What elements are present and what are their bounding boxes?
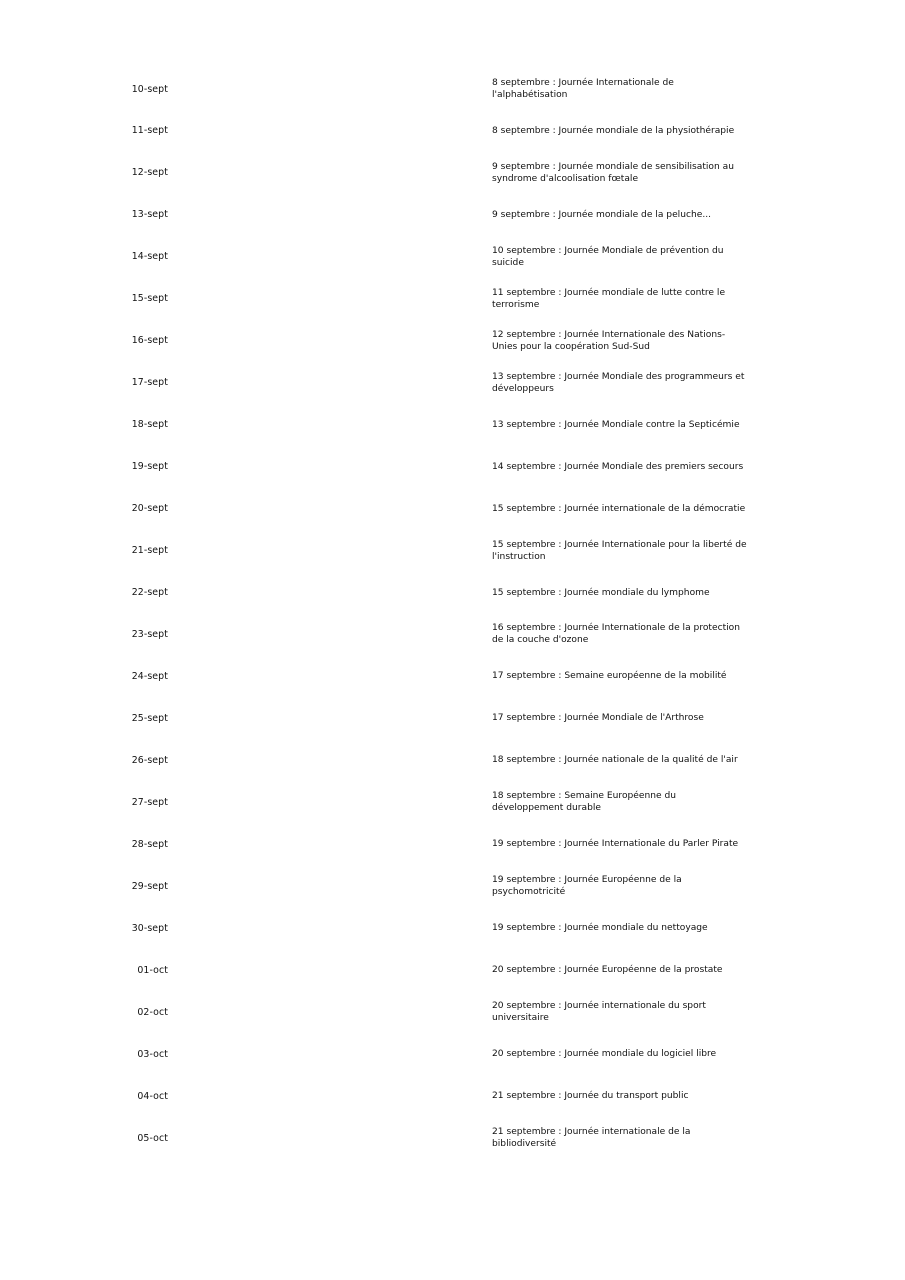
date-cell: 23-sept <box>131 628 168 640</box>
event-cell: 17 septembre : Journée Mondiale de l'Arthrose <box>492 713 704 724</box>
table-row <box>0 194 905 236</box>
event-cell: 11 septembre : Journée mondiale de lutte contre le terrorisme <box>492 287 726 310</box>
table-row <box>0 907 905 949</box>
table-row <box>0 530 905 572</box>
date-cell: 28-sept <box>131 838 168 850</box>
event-cell: 18 septembre : Semaine Européenne du développement durable <box>492 791 677 814</box>
date-cell: 03-oct <box>137 1048 168 1060</box>
table-row <box>0 1033 905 1075</box>
table-row <box>0 949 905 991</box>
date-cell: 20-sept <box>131 503 168 515</box>
event-cell: 13 septembre : Journée Mondiale des programmeurs et développeurs <box>492 371 745 394</box>
event-cell: 15 septembre : Journée Internationale pour la liberté de l'instruction <box>492 539 747 562</box>
date-cell: 12-sept <box>131 167 168 179</box>
date-cell: 02-oct <box>137 1006 168 1018</box>
event-cell: 9 septembre : Journée mondiale de la peluche... <box>492 209 711 220</box>
date-cell: 14-sept <box>131 251 168 263</box>
event-cell: 15 septembre : Journée mondiale du lymphome <box>492 587 710 598</box>
table-row <box>0 823 905 865</box>
date-cell: 29-sept <box>131 880 168 892</box>
event-cell: 20 septembre : Journée mondiale du logiciel libre <box>492 1049 717 1060</box>
date-cell: 13-sept <box>131 209 168 221</box>
table-row <box>0 991 905 1033</box>
date-cell: 26-sept <box>131 754 168 766</box>
date-cell: 04-oct <box>137 1090 168 1102</box>
date-cell: 19-sept <box>131 461 168 473</box>
date-cell: 24-sept <box>131 670 168 682</box>
table-row <box>0 697 905 739</box>
table-row <box>0 613 905 655</box>
event-cell: 12 septembre : Journée Internationale des Nations-Unies pour la coopération Sud-Sud <box>492 329 726 352</box>
date-cell: 30-sept <box>131 922 168 934</box>
date-cell: 01-oct <box>137 964 168 976</box>
date-cell: 17-sept <box>131 377 168 389</box>
table-row <box>0 655 905 697</box>
event-cell: 13 septembre : Journée Mondiale contre la Septicémie <box>492 419 740 430</box>
table-row <box>0 446 905 488</box>
event-cell: 16 septembre : Journée Internationale de la protection de la couche d'ozone <box>492 623 740 646</box>
event-cell: 8 septembre : Journée mondiale de la physiothérapie <box>492 125 735 136</box>
table-row <box>0 110 905 152</box>
table-row <box>0 362 905 404</box>
table-row <box>0 781 905 823</box>
date-cell: 15-sept <box>131 293 168 305</box>
table-row <box>0 404 905 446</box>
event-cell: 20 septembre : Journée internationale du sport universitaire <box>492 1001 706 1024</box>
event-cell: 14 septembre : Journée Mondiale des premiers secours <box>492 461 744 472</box>
table-row <box>0 572 905 614</box>
table-row <box>0 320 905 362</box>
table-row <box>0 278 905 320</box>
date-cell: 10-sept <box>131 83 168 95</box>
event-cell: 21 septembre : Journée du transport public <box>492 1091 689 1102</box>
date-cell: 05-oct <box>137 1132 168 1144</box>
date-cell: 18-sept <box>131 419 168 431</box>
event-cell: 9 septembre : Journée mondiale de sensibilisation au syndrome d'alcoolisation fœtale <box>492 161 734 184</box>
event-cell: 8 septembre : Journée Internationale de l'alphabétisation <box>492 78 674 100</box>
event-cell: 17 septembre : Semaine européenne de la mobilité <box>492 671 727 682</box>
table-row <box>0 1075 905 1117</box>
table-row <box>0 236 905 278</box>
event-cell: 19 septembre : Journée mondiale du nettoyage <box>492 923 708 934</box>
date-cell: 27-sept <box>131 796 168 808</box>
event-cell: 15 septembre : Journée internationale de la démocratie <box>492 503 746 514</box>
date-cell: 25-sept <box>131 712 168 724</box>
table-row <box>0 488 905 530</box>
date-cell: 22-sept <box>131 587 168 599</box>
table-row <box>0 152 905 194</box>
event-cell: 21 septembre : Journée internationale de la bibliodiversité <box>492 1127 691 1149</box>
table-row <box>0 865 905 907</box>
date-cell: 16-sept <box>131 335 168 347</box>
event-cell: 20 septembre : Journée Européenne de la prostate <box>492 965 723 976</box>
table-row <box>0 739 905 781</box>
event-cell: 19 septembre : Journée Européenne de la psychomotricité <box>492 875 682 898</box>
event-cell: 18 septembre : Journée nationale de la qualité de l'air <box>492 755 738 766</box>
event-cell: 10 septembre : Journée Mondiale de prévention du suicide <box>492 245 724 268</box>
table-row <box>0 68 905 110</box>
date-cell: 21-sept <box>131 545 168 557</box>
table-row <box>0 1117 905 1159</box>
event-cell: 19 septembre : Journée Internationale du Parler Pirate <box>492 839 739 850</box>
date-cell: 11-sept <box>131 125 168 137</box>
